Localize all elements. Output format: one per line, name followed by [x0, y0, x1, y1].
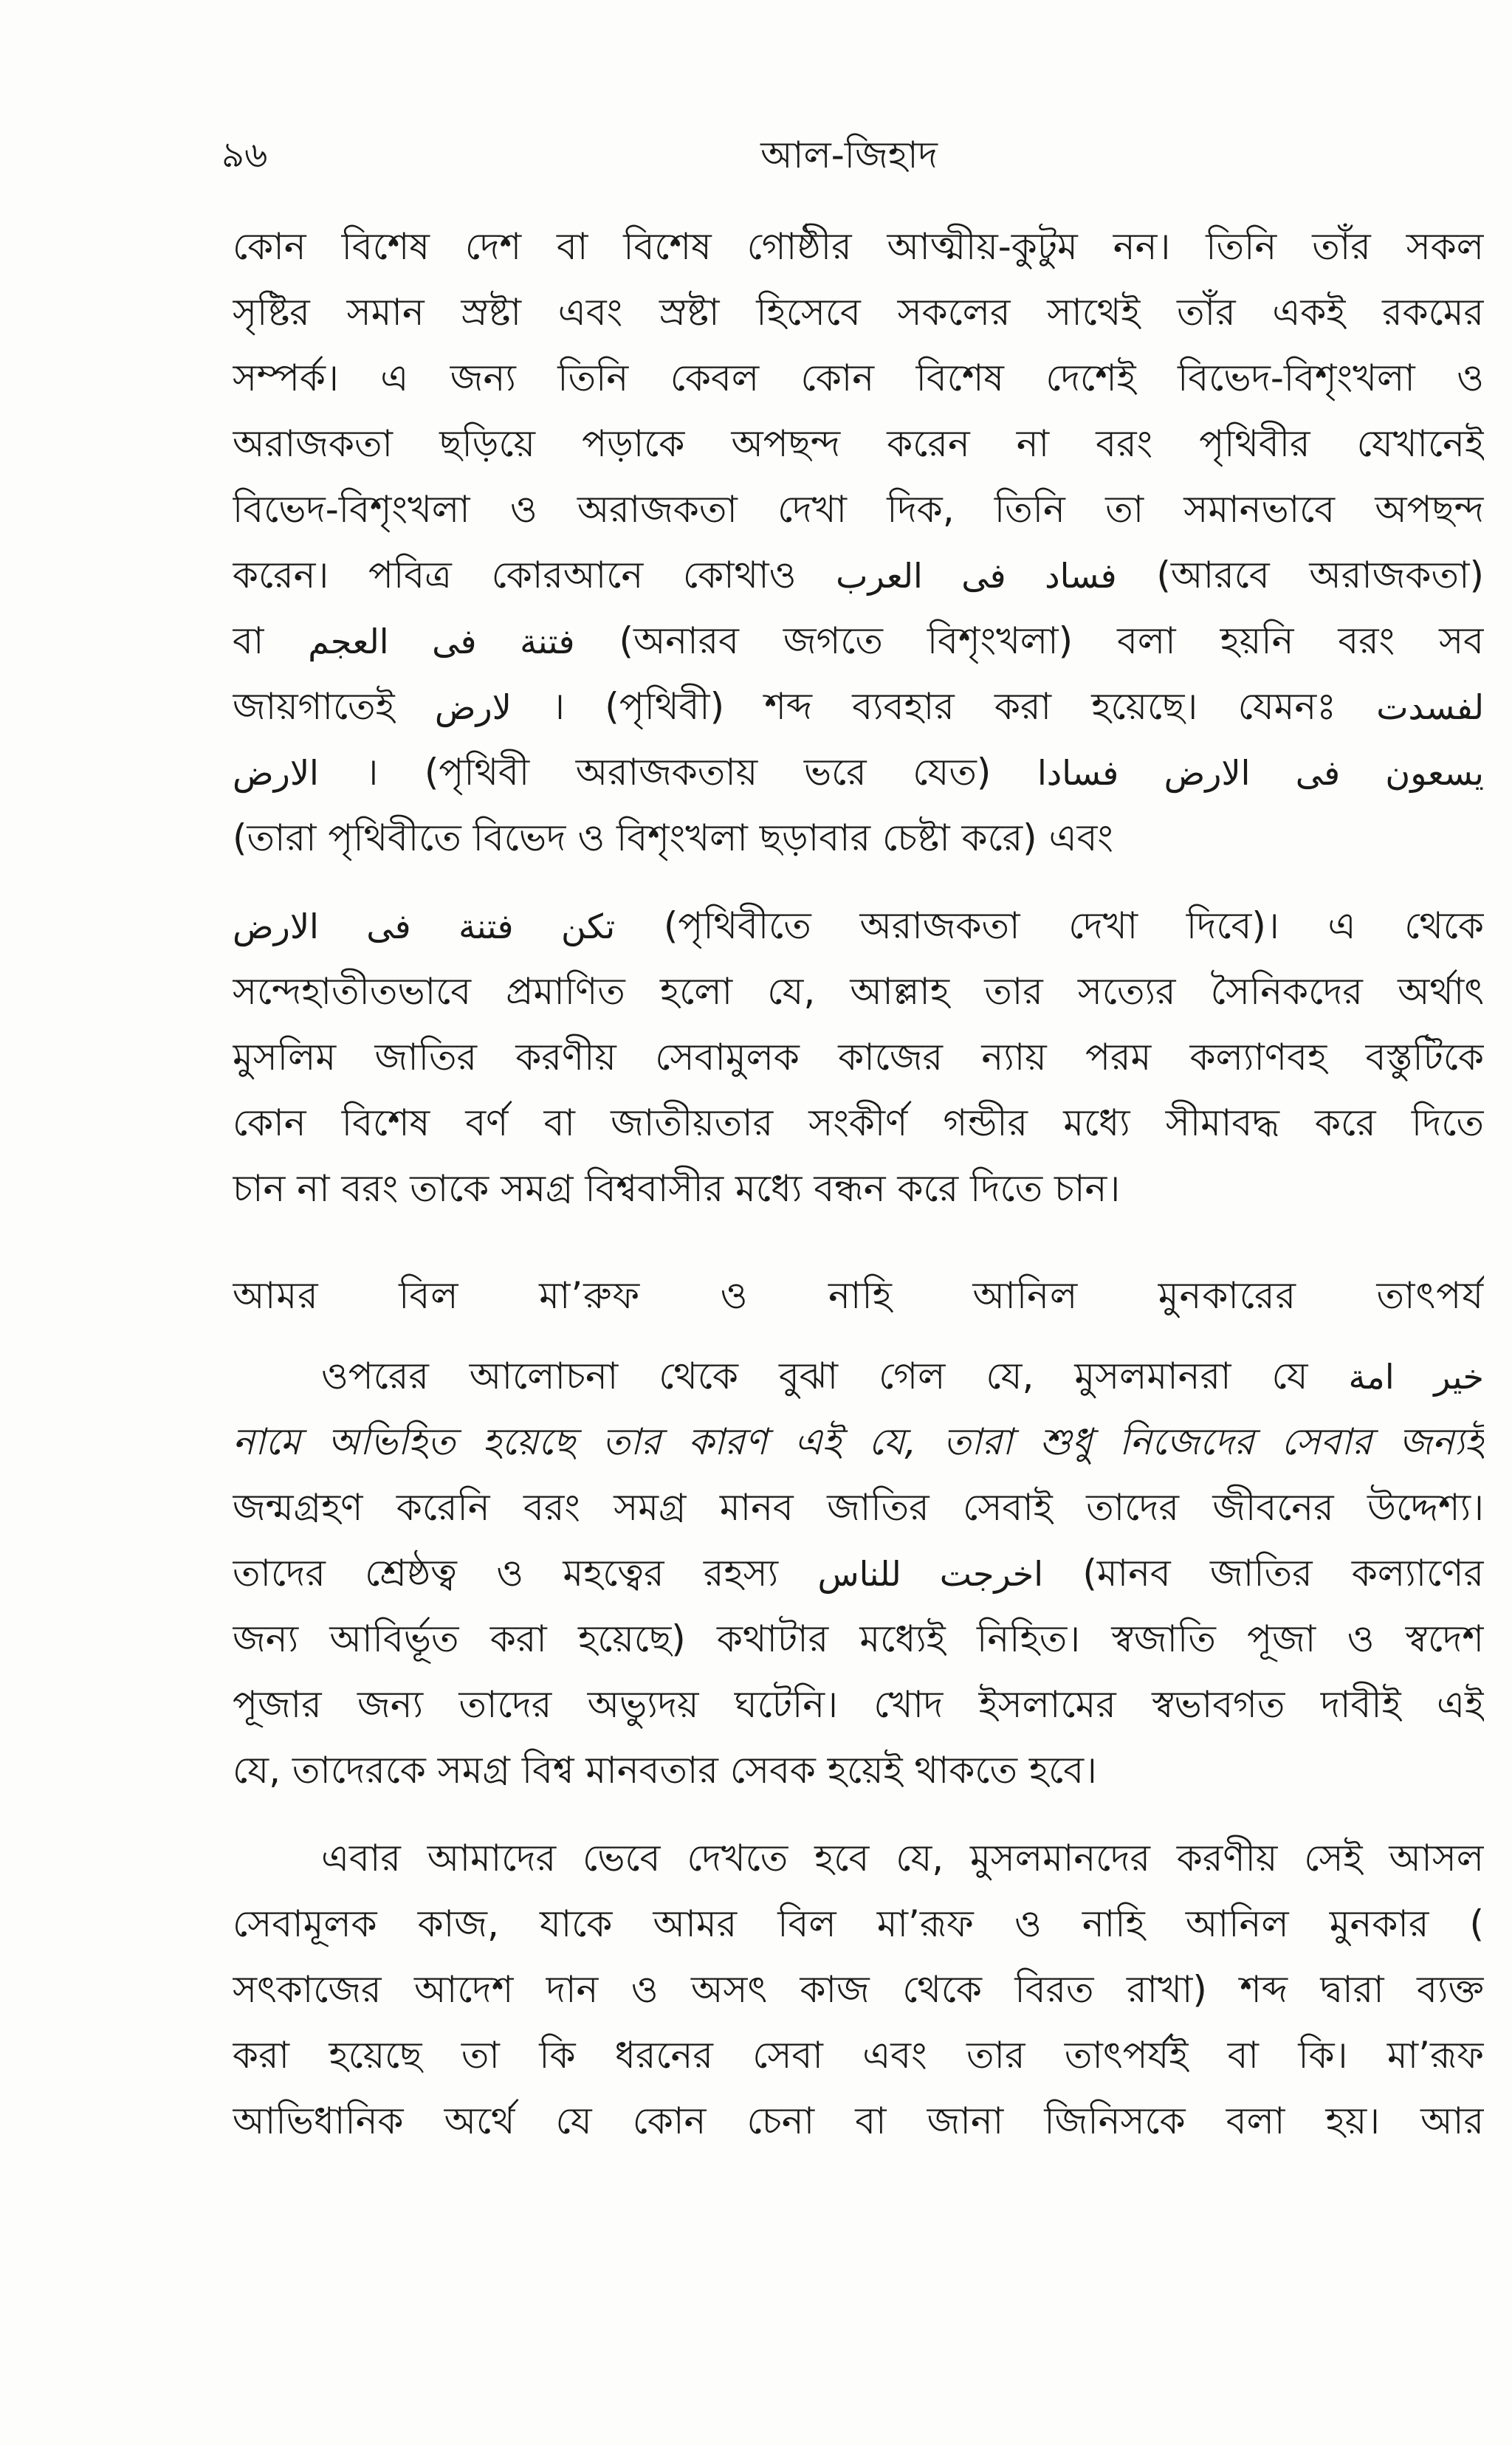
text-line: বিভেদ-বিশৃংখলা ও অরাজকতা দেখা দিক, তিনি তা সমানভাবে অপছন্দ [233, 488, 1484, 531]
text-line: সন্দেহাতীতভাবে প্রমাণিত হলো যে, আল্লাহ তার সত্যের সৈনিকদের অর্থাৎ [233, 970, 1484, 1013]
text-segment: । (পৃথিবী অরাজকতায় ভরে যেত) [365, 751, 992, 794]
text-line: আভিধানিক অর্থে যে কোন চেনা বা জানা জিনিসকে বলা হয়। আর [233, 2100, 1484, 2142]
text-line: পূজার জন্য তাদের অভ্যুদয় ঘটেনি। খোদ ইসলামের স্বভাবগত দাবীই এই [233, 1683, 1484, 1726]
arabic-quote: فتنة فى العجم [308, 622, 575, 661]
text-segment: ওপরের আলোচনা থেকে বুঝা গেল যে, মুসলমানরা যে [321, 1355, 1308, 1397]
text-line: নামে অভিহিত হয়েছে তার কারণ এই যে, তারা শুধু নিজেদের সেবার জন্যই [233, 1420, 1484, 1463]
text-line: সৃষ্টির সমান স্রষ্টা এবং স্রষ্টা হিসেবে সকলের সাথেই তাঁর একই রকমের [233, 291, 1484, 334]
arabic-quote: اخرجت للناس [817, 1554, 1043, 1594]
running-title: আল-জিহাদ [760, 134, 938, 176]
page-number: ৯৬ [221, 134, 268, 176]
text-line [233, 740, 1484, 805]
text-segment: বা [233, 619, 264, 662]
text-line [233, 674, 1484, 740]
text-line: কোন বিশেষ দেশ বা বিশেষ গোষ্ঠীর আত্মীয়-কুটুম নন। তিনি তাঁর সকল [233, 225, 1484, 268]
arabic-quote: فساد فى العرب [836, 556, 1117, 596]
text-line: যে, তাদেরকে সমগ্র বিশ্ব মানবতার সেবক হয়েই থাকতে হবে। [233, 1749, 1097, 1792]
text-line: সেবামূলক কাজ, যাকে আমর বিল মা’রূফ ও নাহি আনিল মুনকার ( [233, 1902, 1484, 1945]
section-heading: আমর বিল মা’রুফ ও নাহি আনিল মুনকারের তাৎপর্য [233, 1274, 1484, 1317]
text-line [233, 543, 1484, 608]
text-line: এবার আমাদের ভেবে দেখতে হবে যে, মুসলমানদের করণীয় সেই আসল [321, 1837, 1484, 1880]
arabic-quote: لفسدت [1376, 687, 1484, 727]
text-segment: করেন। পবিত্র কোরআনে কোথাও [233, 554, 797, 596]
text-segment: (পৃথিবীতে অরাজকতা দেখা দিবে)। এ থেকে [663, 904, 1484, 947]
text-line [233, 1541, 1484, 1606]
text-segment: (অনারব জগতে বিশৃংখলা) বলা হয়নি বরং সব [619, 619, 1484, 662]
text-line: মুসলিম জাতির করণীয় সেবামুলক কাজের ন্যায় পরম কল্যাণবহ বস্তুটিকে [233, 1036, 1484, 1079]
text-line: করা হয়েছে তা কি ধরনের সেবা এবং তার তাৎপর্যই বা কি। মা’রূফ [233, 2034, 1484, 2077]
text-line [233, 608, 1484, 674]
text-line: জন্য আবির্ভূত করা হয়েছে) কথাটার মধ্যেই নিহিত। স্বজাতি পূজা ও স্বদেশ [233, 1617, 1484, 1660]
text-segment: জায়গাতেই [233, 685, 395, 728]
text-line: জন্মগ্রহণ করেনি বরং সমগ্র মানব জাতির সেবাই তাদের জীবনের উদ্দেশ্য। [233, 1486, 1484, 1529]
arabic-quote: الارض [233, 753, 319, 793]
text-segment: (আরবে অরাজকতা) [1156, 554, 1484, 596]
text-line: চান না বরং তাকে সমগ্র বিশ্ববাসীর মধ্যে বন্ধন করে দিতে চান। [233, 1167, 1121, 1210]
text-segment: (মানব জাতির কল্যাণের [1082, 1552, 1484, 1595]
text-line: সম্পর্ক। এ জন্য তিনি কেবল কোন বিশেষ দেশেই বিভেদ-বিশৃংখলা ও [233, 357, 1484, 399]
arabic-quote: خير امة [1348, 1357, 1484, 1397]
arabic-quote: لارض [434, 687, 512, 727]
text-line [233, 1344, 1484, 1409]
text-line: সৎকাজের আদেশ দান ও অসৎ কাজ থেকে বিরত রাখা) শব্দ দ্বারা ব্যক্ত [233, 1968, 1484, 2011]
arabic-quote: يسعون فى الارض فسادا [1037, 753, 1484, 793]
text-segment: । (পৃথিবী) শব্দ ব্যবহার করা হয়েছে। যেমনঃ [551, 685, 1336, 728]
arabic-quote: تكن فتنة فى الارض [233, 907, 616, 946]
text-line: (তারা পৃথিবীতে বিভেদ ও বিশৃংখলা ছড়াবার চেষ্টা করে) এবং [233, 816, 1113, 859]
body-text [233, 214, 1484, 2154]
text-line [233, 893, 1484, 959]
text-line: কোন বিশেষ বর্ণ বা জাতীয়তার সংকীর্ণ গন্ডীর মধ্যে সীমাবদ্ধ করে দিতে [233, 1101, 1484, 1144]
page-header [221, 125, 1477, 185]
text-line: অরাজকতা ছড়িয়ে পড়াকে অপছন্দ করেন না বরং পৃথিবীর যেখানেই [233, 422, 1484, 465]
text-segment: তাদের শ্রেষ্ঠত্ব ও মহত্বের রহস্য [233, 1552, 779, 1595]
